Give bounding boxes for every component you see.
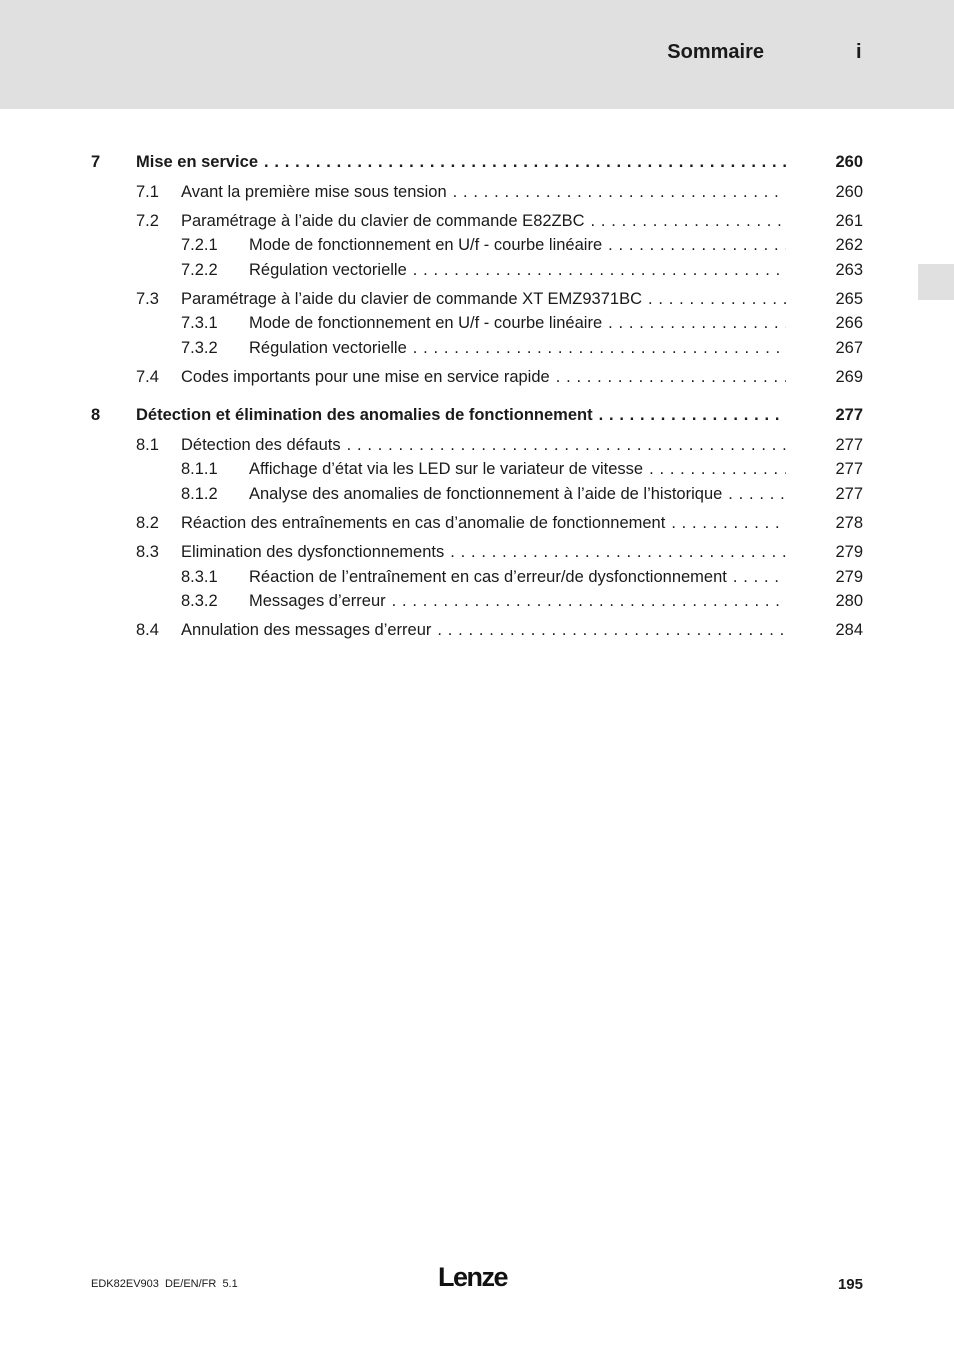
toc-entry-title-with-leader [181, 619, 786, 641]
lenze-logo: Lenze [438, 1262, 508, 1292]
toc-entry-page: 263 [835, 261, 863, 279]
toc-entry[interactable] [0, 541, 954, 563]
toc-entry-number: 8.3 [136, 543, 159, 561]
toc-entry-page: 265 [835, 290, 863, 308]
toc-entry[interactable] [0, 259, 954, 281]
toc-entry-number: 8.4 [136, 621, 159, 639]
toc-entry-number: 8.3.2 [181, 592, 218, 610]
toc-entry-page: 279 [835, 543, 863, 561]
toc-entry-title: Réaction de l’entraînement en cas d’erreur/de dysfonctionnement [249, 568, 727, 586]
toc-entry-title-with-leader [249, 259, 786, 281]
toc-entry-title: Détection et élimination des anomalies de fonctionnement [136, 406, 593, 424]
toc-entry-title-with-leader [181, 288, 786, 310]
toc-entry-title-with-leader [249, 590, 786, 612]
toc-entry[interactable] [0, 288, 954, 310]
toc-entry-title: Mise en service [136, 153, 258, 171]
toc-entry-title: Affichage d’état via les LED sur le variateur de vitesse [249, 460, 644, 478]
toc-entry-number: 8 [91, 406, 101, 424]
toc-entry-page: 278 [835, 514, 863, 532]
toc-entry-title: Réaction des entraînements en cas d’anomalie de fonctionnement [181, 514, 666, 532]
toc-entry-number: 7.2.2 [181, 261, 218, 279]
toc-entry[interactable] [0, 210, 954, 232]
toc-entry-page: 267 [835, 339, 863, 357]
toc-entry-number: 8.3.1 [181, 568, 218, 586]
page-title: Sommaire [667, 41, 764, 63]
toc-entry-page: 261 [835, 212, 863, 230]
toc-entry-page: 279 [835, 568, 863, 586]
toc-entry-number: 7.4 [136, 368, 159, 386]
toc-entry-number: 8.2 [136, 514, 159, 532]
toc-entry[interactable] [0, 234, 954, 256]
toc-entry[interactable] [0, 512, 954, 534]
toc-entry[interactable] [0, 312, 954, 334]
toc-entry-title-with-leader [181, 434, 786, 456]
toc-entry-title-with-leader [136, 151, 786, 173]
toc-entry-number: 7.3.1 [181, 314, 218, 332]
toc-entry-number: 8.1.2 [181, 485, 218, 503]
toc-entry-title: Détection des défauts [181, 436, 341, 454]
toc-entry-title: Avant la première mise sous tension [181, 183, 447, 201]
toc-entry-title-with-leader [249, 483, 786, 505]
toc-entry-title-with-leader [136, 404, 786, 426]
toc-entry-title: Analyse des anomalies de fonctionnement à l’aide de l’historique [249, 485, 723, 503]
toc-entry-title: Régulation vectorielle [249, 261, 407, 279]
toc-entry-title-with-leader [249, 312, 786, 334]
toc-entry-title-with-leader [181, 366, 786, 388]
toc-entry-title: Messages d’erreur [249, 592, 386, 610]
toc-entry-title: Mode de fonctionnement en U/f - courbe linéaire [249, 236, 603, 254]
toc-entry[interactable] [0, 434, 954, 456]
toc-entry-title: Annulation des messages d’erreur [181, 621, 432, 639]
toc-entry-title-with-leader [249, 337, 786, 359]
toc-entry-number: 7 [91, 153, 101, 171]
toc-entry-title: Paramétrage à l’aide du clavier de commande E82ZBC [181, 212, 585, 230]
toc-entry[interactable] [0, 566, 954, 588]
toc-entry[interactable] [0, 181, 954, 203]
page-number: 195 [837, 1276, 863, 1293]
toc-entry-page: 284 [835, 621, 863, 639]
toc-entry-number: 8.1.1 [181, 460, 218, 478]
toc-entry-title: Régulation vectorielle [249, 339, 407, 357]
toc-entry[interactable] [0, 337, 954, 359]
toc-entry-number: 7.1 [136, 183, 159, 201]
toc-entry-title-with-leader [181, 541, 786, 563]
header-band [0, 0, 954, 109]
toc-entry-title: Paramétrage à l’aide du clavier de commande XT EMZ9371BC [181, 290, 643, 308]
toc-entry-number: 7.2.1 [181, 236, 218, 254]
toc-entry[interactable] [0, 366, 954, 388]
toc-entry-page: 277 [835, 485, 863, 503]
toc-entry-page: 262 [835, 236, 863, 254]
toc-entry[interactable] [0, 619, 954, 641]
toc-entry-title-with-leader [181, 210, 786, 232]
toc-entry-title-with-leader [249, 566, 786, 588]
toc-entry-title: Mode de fonctionnement en U/f - courbe linéaire [249, 314, 603, 332]
toc-entry[interactable] [0, 590, 954, 612]
toc-entry-title-with-leader [249, 234, 786, 256]
section-letter: i [856, 41, 862, 63]
toc-entry[interactable] [0, 404, 954, 426]
toc-entry-page: 266 [835, 314, 863, 332]
toc-entry-page: 277 [835, 436, 863, 454]
toc-entry-title: Codes importants pour une mise en service rapide [181, 368, 550, 386]
toc-entry[interactable] [0, 483, 954, 505]
toc-entry-page: 260 [835, 153, 863, 171]
toc-entry-page: 269 [835, 368, 863, 386]
document-id: EDK82EV903 DE/EN/FR 5.1 [91, 1278, 238, 1290]
toc-entry-title-with-leader [181, 181, 786, 203]
toc-entry-page: 260 [835, 183, 863, 201]
toc-entry-title: Elimination des dysfonctionnements [181, 543, 445, 561]
toc-entry-title-with-leader [249, 458, 786, 480]
toc-entry-number: 7.3 [136, 290, 159, 308]
toc-entry-number: 8.1 [136, 436, 159, 454]
toc-entry-number: 7.3.2 [181, 339, 218, 357]
toc-entry-page: 280 [835, 592, 863, 610]
toc-entry-page: 277 [835, 460, 863, 478]
toc-entry-number: 7.2 [136, 212, 159, 230]
toc-entry[interactable] [0, 458, 954, 480]
toc-entry-page: 277 [835, 406, 863, 424]
toc-entry-title-with-leader [181, 512, 786, 534]
toc-entry[interactable] [0, 151, 954, 173]
